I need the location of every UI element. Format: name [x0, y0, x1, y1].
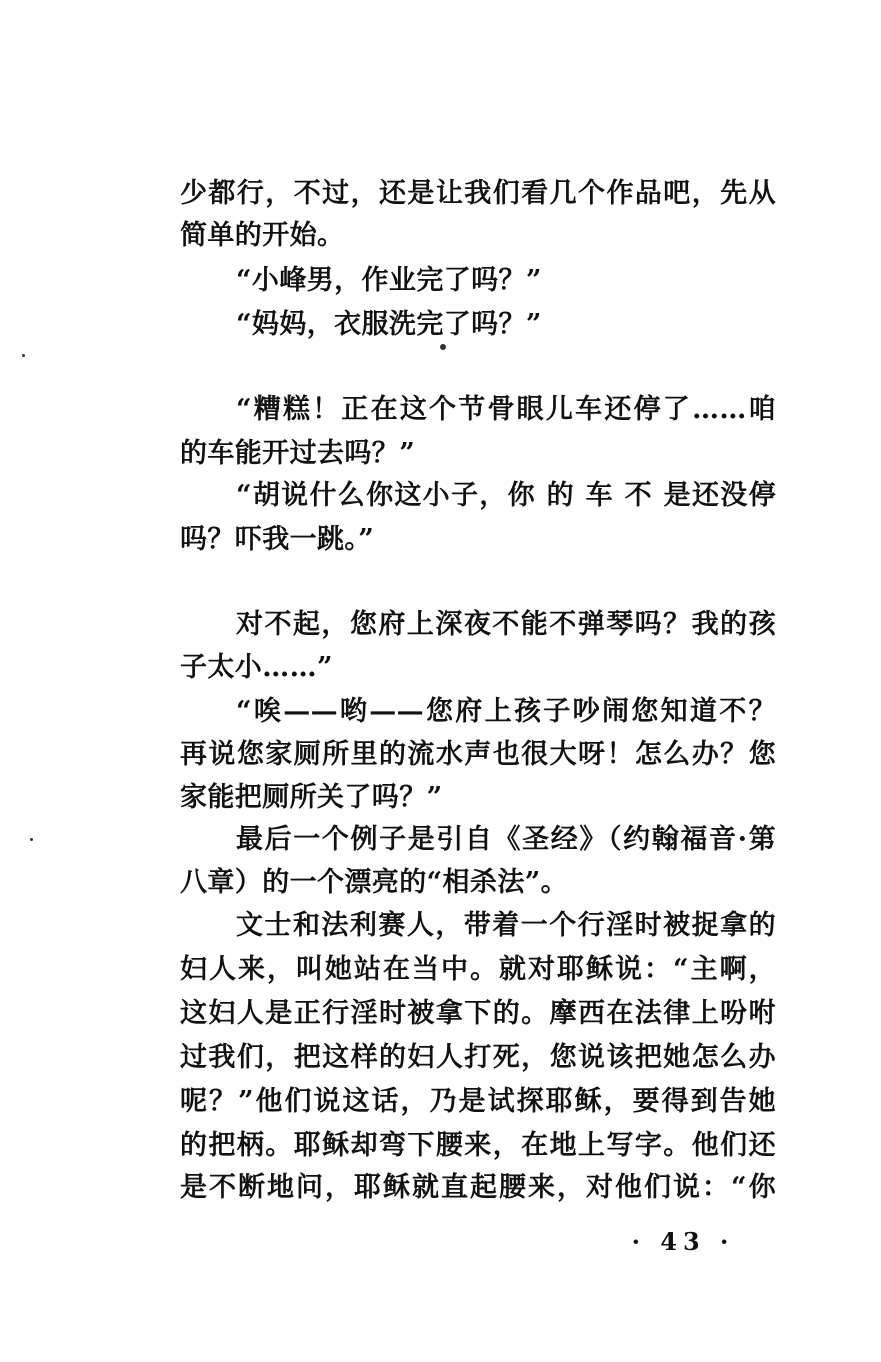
text-line: 少都行，不过，还是让我们看几个作品吧，先从	[180, 178, 776, 209]
text-line: 文士和法利赛人，带着一个行淫时被捉拿的	[236, 910, 776, 941]
text-line: 过我们，把这样的妇人打死，您说该把她怎么办	[180, 1042, 776, 1073]
text-line: “胡说什么你这小子，你 的 车 不 是还没停	[236, 480, 776, 511]
text-line: 家能把厕所关了吗？”	[180, 782, 443, 813]
scan-speck	[440, 344, 446, 350]
text-line: 八章）的一个漂亮的“相杀法”。	[180, 867, 569, 898]
text-line: 对不起，您府上深夜不能不弹琴吗？我的孩	[236, 609, 776, 640]
scan-speck	[22, 354, 25, 357]
text-line: 的把柄。耶稣却弯下腰来，在地上写字。他们还	[180, 1130, 776, 1161]
text-line: “唉——哟——您府上孩子吵闹您知道不？	[236, 696, 776, 727]
text-line: 子太小……”	[180, 652, 333, 683]
text-line: “糟糕！正在这个节骨眼儿车还停了……咱	[236, 394, 776, 425]
text-line: 妇人来，叫她站在当中。就对耶稣说：“主啊，	[180, 954, 776, 985]
text-line: 这妇人是正行淫时被拿下的。摩西在法律上吩咐	[180, 998, 776, 1029]
text-line: “妈妈，衣服洗完了吗？”	[236, 309, 542, 340]
text-line: 呢？”他们说这话，乃是试探耶稣，要得到告她	[180, 1086, 776, 1117]
text-line: 简单的开始。	[180, 220, 345, 251]
text-line: 的车能开过去吗？”	[180, 438, 416, 469]
text-line: 吗？吓我一跳。”	[180, 524, 375, 555]
text-line: “小峰男，作业完了吗？”	[236, 265, 542, 296]
scan-speck	[30, 838, 33, 841]
text-line: 最后一个例子是引自《圣经》（约翰福音·第	[236, 824, 776, 855]
text-line: 是不断地问，耶稣就直起腰来，对他们说：“你	[180, 1172, 776, 1203]
text-line: 再说您家厕所里的流水声也很大呀！怎么办？您	[180, 739, 776, 770]
page-number: · 43 ·	[631, 1227, 735, 1256]
